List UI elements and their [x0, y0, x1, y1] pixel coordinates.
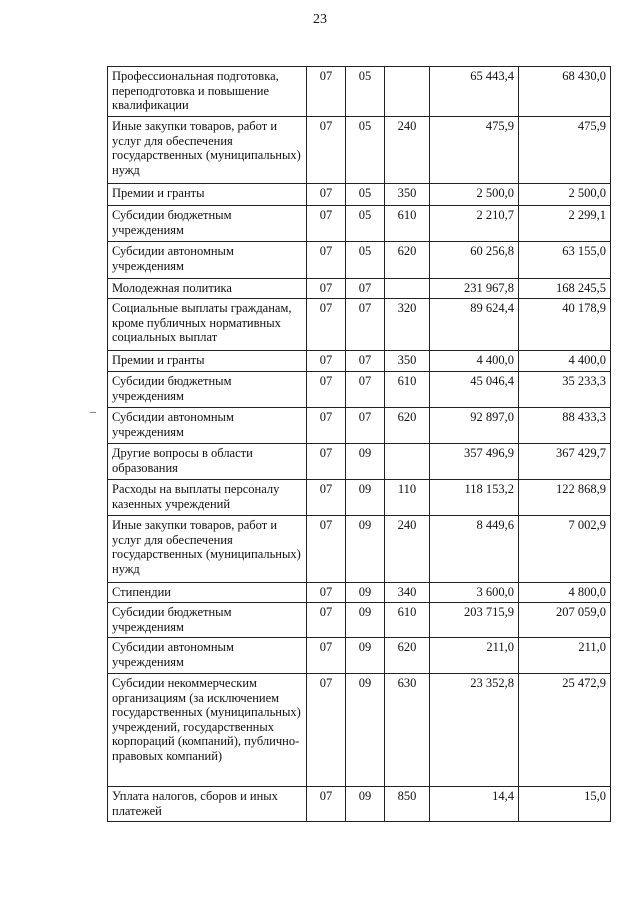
row-subsection: 09 [346, 787, 385, 822]
row-value-1: 14,4 [430, 787, 519, 822]
table-row [108, 67, 611, 117]
row-subsection: 05 [346, 117, 385, 184]
row-value-2: 211,0 [519, 638, 611, 674]
row-value-2: 7 002,9 [519, 516, 611, 583]
row-name: Субсидии бюджетным учреждениям [108, 206, 307, 242]
row-subsection: 09 [346, 603, 385, 638]
row-subsection: 09 [346, 583, 385, 603]
row-name: Стипендии [108, 583, 307, 603]
row-subsection: 05 [346, 242, 385, 279]
row-value-2: 63 155,0 [519, 242, 611, 279]
row-section: 07 [307, 408, 346, 444]
row-expense-type: 850 [385, 787, 430, 822]
row-name: Социальные выплаты гражданам, кроме публичных нормативных социальных выплат [108, 299, 307, 351]
row-expense-type [385, 279, 430, 299]
row-value-2: 475,9 [519, 117, 611, 184]
row-value-2: 207 059,0 [519, 603, 611, 638]
row-name: Субсидии автономным учреждениям [108, 638, 307, 674]
row-expense-type: 610 [385, 372, 430, 408]
row-name: Уплата налогов, сборов и иных платежей [108, 787, 307, 822]
budget-table [107, 66, 611, 822]
table-row [108, 279, 611, 299]
row-value-1: 8 449,6 [430, 516, 519, 583]
table-row [108, 372, 611, 408]
row-value-2: 40 178,9 [519, 299, 611, 351]
row-expense-type: 630 [385, 674, 430, 787]
row-value-2: 68 430,0 [519, 67, 611, 117]
row-section: 07 [307, 603, 346, 638]
row-value-2: 4 400,0 [519, 351, 611, 372]
row-subsection: 07 [346, 372, 385, 408]
row-section: 07 [307, 184, 346, 206]
row-value-2: 2 500,0 [519, 184, 611, 206]
row-value-1: 2 500,0 [430, 184, 519, 206]
row-value-1: 211,0 [430, 638, 519, 674]
row-section: 07 [307, 516, 346, 583]
row-subsection: 07 [346, 351, 385, 372]
table-row [108, 787, 611, 822]
table-row [108, 351, 611, 372]
row-expense-type: 620 [385, 242, 430, 279]
row-name: Молодежная политика [108, 279, 307, 299]
table-row [108, 408, 611, 444]
row-expense-type: 620 [385, 638, 430, 674]
page-number: 23 [313, 12, 327, 27]
table-row [108, 444, 611, 480]
row-value-1: 45 046,4 [430, 372, 519, 408]
row-expense-type [385, 67, 430, 117]
row-name: Иные закупки товаров, работ и услуг для обеспечения государственных (муниципальных) нужд [108, 117, 307, 184]
row-value-2: 35 233,3 [519, 372, 611, 408]
row-expense-type: 350 [385, 184, 430, 206]
row-subsection: 05 [346, 206, 385, 242]
row-value-2: 25 472,9 [519, 674, 611, 787]
row-expense-type: 350 [385, 351, 430, 372]
row-subsection: 09 [346, 638, 385, 674]
row-expense-type: 110 [385, 480, 430, 516]
row-value-2: 15,0 [519, 787, 611, 822]
row-section: 07 [307, 279, 346, 299]
row-expense-type: 320 [385, 299, 430, 351]
table-row [108, 117, 611, 184]
row-subsection: 05 [346, 184, 385, 206]
row-name: Другие вопросы в области образования [108, 444, 307, 480]
row-subsection: 09 [346, 674, 385, 787]
row-section: 07 [307, 583, 346, 603]
row-value-1: 3 600,0 [430, 583, 519, 603]
row-value-1: 60 256,8 [430, 242, 519, 279]
table-row [108, 583, 611, 603]
row-name: Субсидии автономным учреждениям [108, 242, 307, 279]
row-value-2: 2 299,1 [519, 206, 611, 242]
table-row [108, 480, 611, 516]
table-row [108, 242, 611, 279]
row-section: 07 [307, 206, 346, 242]
row-value-2: 122 868,9 [519, 480, 611, 516]
row-value-1: 23 352,8 [430, 674, 519, 787]
row-expense-type: 340 [385, 583, 430, 603]
budget-table-body [108, 67, 611, 822]
row-subsection: 09 [346, 444, 385, 480]
table-row [108, 638, 611, 674]
row-value-1: 92 897,0 [430, 408, 519, 444]
row-value-2: 4 800,0 [519, 583, 611, 603]
table-row [108, 184, 611, 206]
row-section: 07 [307, 674, 346, 787]
row-name: Субсидии бюджетным учреждениям [108, 372, 307, 408]
row-expense-type: 620 [385, 408, 430, 444]
row-subsection: 09 [346, 480, 385, 516]
row-value-1: 357 496,9 [430, 444, 519, 480]
row-expense-type: 240 [385, 516, 430, 583]
row-value-1: 2 210,7 [430, 206, 519, 242]
row-value-2: 88 433,3 [519, 408, 611, 444]
row-name: Премии и гранты [108, 184, 307, 206]
table-row [108, 603, 611, 638]
row-value-1: 4 400,0 [430, 351, 519, 372]
row-value-1: 65 443,4 [430, 67, 519, 117]
row-value-1: 475,9 [430, 117, 519, 184]
row-section: 07 [307, 372, 346, 408]
row-name: Субсидии автономным учреждениям [108, 408, 307, 444]
row-name: Иные закупки товаров, работ и услуг для обеспечения государственных (муниципальных) нужд [108, 516, 307, 583]
row-section: 07 [307, 67, 346, 117]
table-row [108, 674, 611, 787]
row-value-2: 168 245,5 [519, 279, 611, 299]
row-section: 07 [307, 480, 346, 516]
row-subsection: 05 [346, 67, 385, 117]
row-name: Профессиональная подготовка, переподготовка и повышение квалификации [108, 67, 307, 117]
row-section: 07 [307, 787, 346, 822]
row-value-1: 203 715,9 [430, 603, 519, 638]
row-value-1: 118 153,2 [430, 480, 519, 516]
row-subsection: 07 [346, 279, 385, 299]
row-subsection: 09 [346, 516, 385, 583]
row-value-1: 89 624,4 [430, 299, 519, 351]
scan-mark [90, 412, 96, 413]
row-name: Субсидии бюджетным учреждениям [108, 603, 307, 638]
row-name: Премии и гранты [108, 351, 307, 372]
row-value-2: 367 429,7 [519, 444, 611, 480]
row-expense-type: 610 [385, 603, 430, 638]
row-name: Расходы на выплаты персоналу казенных учреждений [108, 480, 307, 516]
row-section: 07 [307, 299, 346, 351]
row-section: 07 [307, 444, 346, 480]
table-row [108, 299, 611, 351]
row-expense-type: 240 [385, 117, 430, 184]
row-subsection: 07 [346, 299, 385, 351]
row-section: 07 [307, 242, 346, 279]
row-value-1: 231 967,8 [430, 279, 519, 299]
row-section: 07 [307, 117, 346, 184]
row-name: Субсидии некоммерческим организациям (за исключением государственных (муниципальных) учреждений, государственных корпораций (компаний), публично-правовых компаний) [108, 674, 307, 787]
table-row [108, 516, 611, 583]
row-section: 07 [307, 638, 346, 674]
row-subsection: 07 [346, 408, 385, 444]
row-expense-type: 610 [385, 206, 430, 242]
table-row [108, 206, 611, 242]
row-expense-type [385, 444, 430, 480]
row-section: 07 [307, 351, 346, 372]
